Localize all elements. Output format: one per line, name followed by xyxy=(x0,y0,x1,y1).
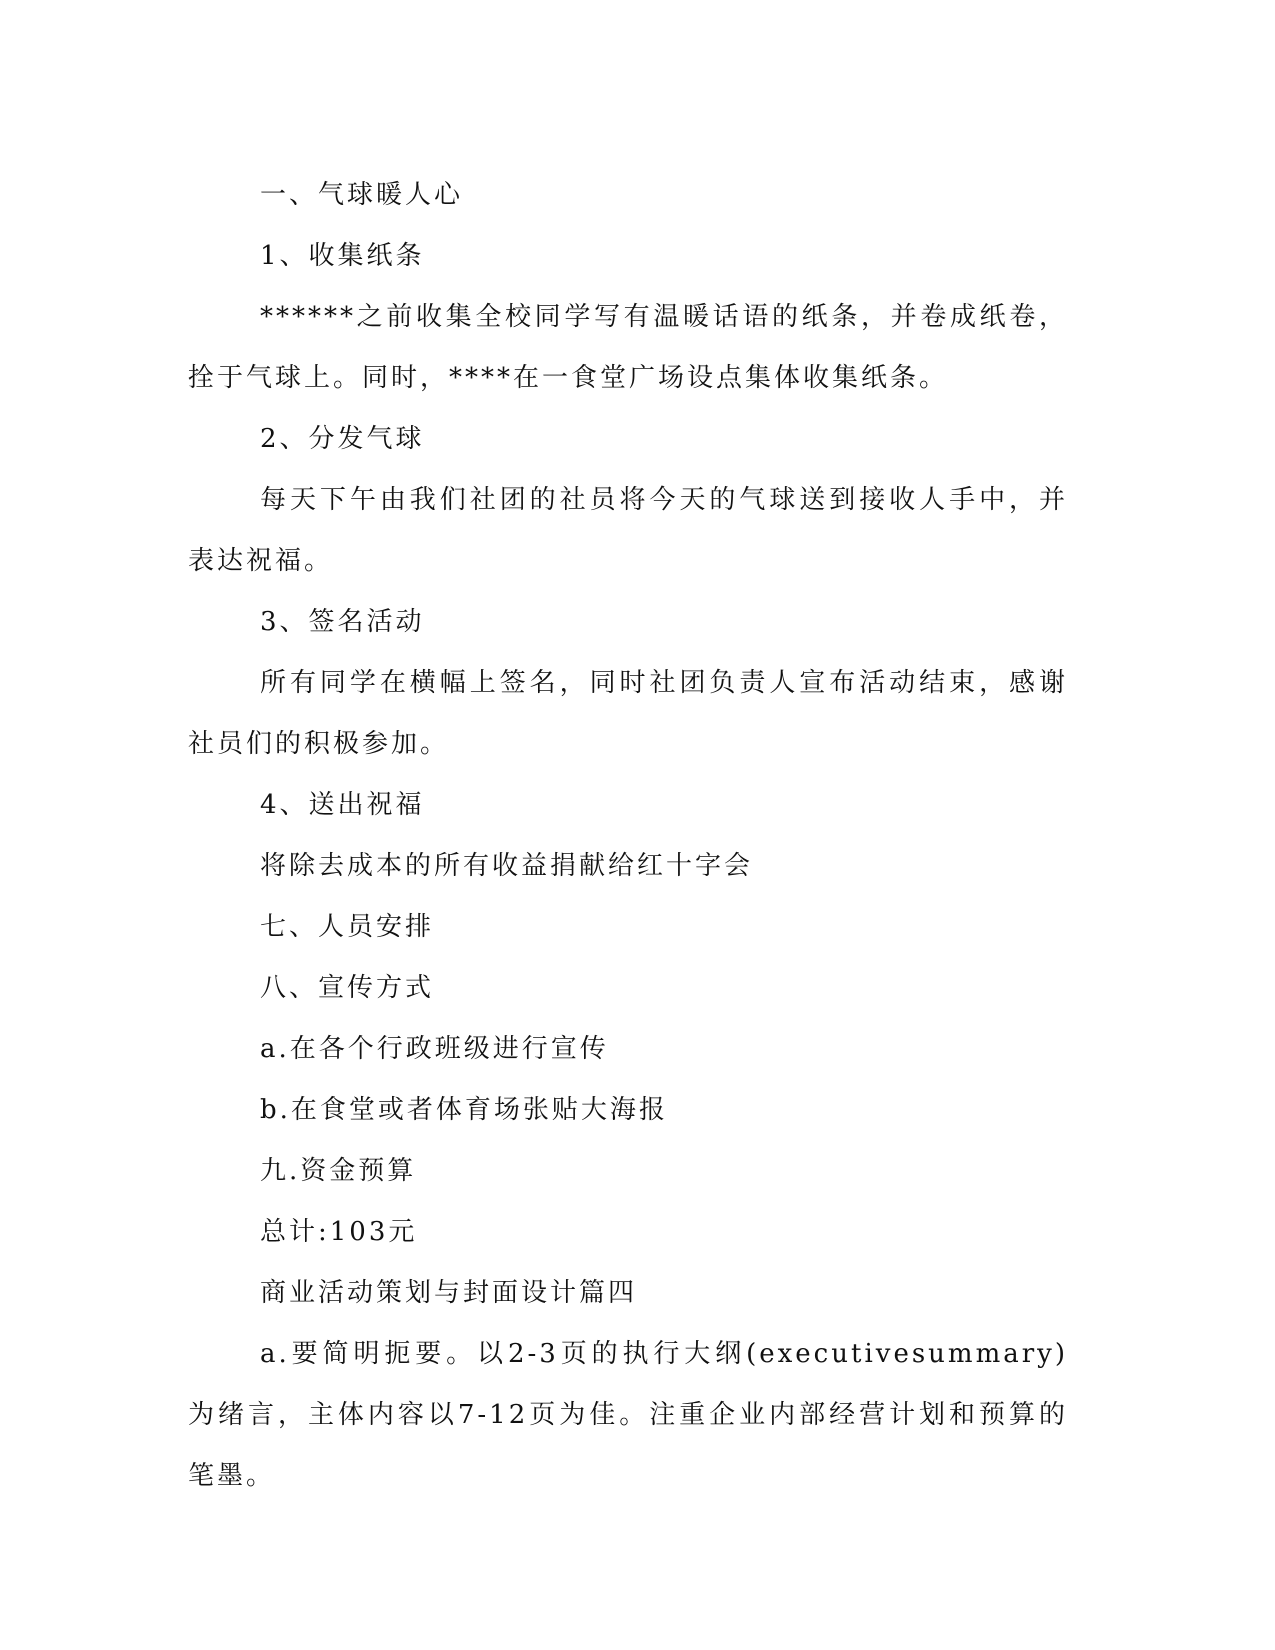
publicity-item-a: a.在各个行政班级进行宣传 xyxy=(260,1034,609,1064)
paragraph-send-blessings: 将除去成本的所有收益捐献给红十字会 xyxy=(260,851,754,881)
heading-publicity-methods: 八、宣传方式 xyxy=(260,973,435,1003)
paragraph-signature-activity: 所有同学在横幅上签名，同时社团负责人宣布活动结束，感谢社员们的积极参加。 xyxy=(188,668,1068,759)
subheading-collect-notes: 1、收集纸条 xyxy=(260,241,425,271)
paragraph-distribute-balloons: 每天下午由我们社团的社员将今天的气球送到接收人手中，并表达祝福。 xyxy=(188,485,1068,576)
budget-total: 总计:103元 xyxy=(260,1217,418,1247)
paragraph-executive-summary: a.要简明扼要。以2-3页的执行大纲(executivesummary)为绪言，主体内容以7-12页为佳。注重企业内部经营计划和预算的笔墨。 xyxy=(188,1339,1068,1491)
section-title-part-four: 商业活动策划与封面设计篇四 xyxy=(260,1278,638,1308)
subheading-signature-activity: 3、签名活动 xyxy=(260,607,425,637)
publicity-item-b: b.在食堂或者体育场张贴大海报 xyxy=(260,1095,668,1125)
document-body xyxy=(188,165,1068,1507)
paragraph-collect-notes: ******之前收集全校同学写有温暖话语的纸条，并卷成纸卷，拴于气球上。同时，****在一食堂广场设点集体收集纸条。 xyxy=(188,302,1068,393)
subheading-distribute-balloons: 2、分发气球 xyxy=(260,424,425,454)
subheading-send-blessings: 4、送出祝福 xyxy=(260,790,425,820)
heading-balloon-warm-hearts: 一、气球暖人心 xyxy=(260,180,464,210)
heading-budget: 九.资金预算 xyxy=(260,1156,417,1186)
heading-staff-arrangement: 七、人员安排 xyxy=(260,912,435,942)
